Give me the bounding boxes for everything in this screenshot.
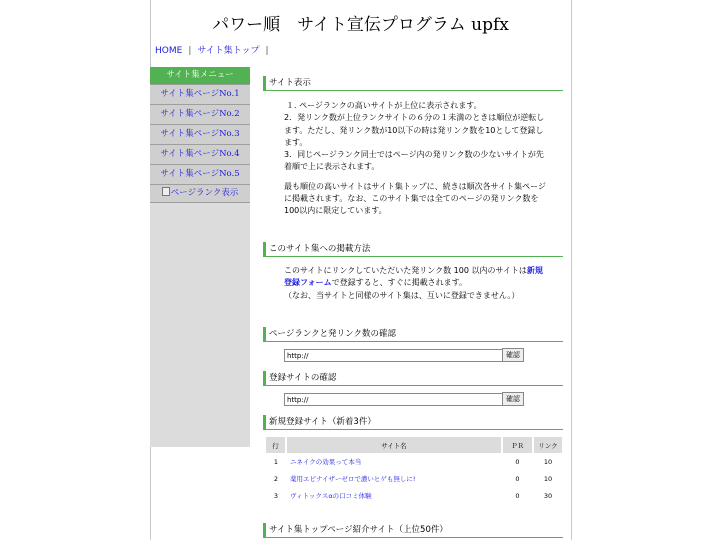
section-heading-top-sites: サイト集トップページ紹介サイト（上位50件）	[263, 523, 563, 538]
display-rules	[284, 100, 546, 218]
sidebar-heading: サイト集メニュー	[150, 67, 250, 85]
site-name-link[interactable]: ヴィトックスαの口コミ体験	[290, 492, 372, 500]
table-header-row	[266, 437, 563, 453]
section-heading-pagerank-check: ページランクと発リンク数の確認	[263, 327, 563, 342]
section-heading-registered-check: 登録サイトの確認	[263, 371, 563, 386]
column-header-pr: ＰＲ	[502, 437, 533, 453]
row-no: 3	[273, 491, 279, 500]
table-row	[266, 487, 563, 504]
column-header-name: サイト名	[286, 437, 502, 453]
nav-home-link[interactable]: HOME	[155, 46, 183, 56]
section-heading-new-sites: 新規登録サイト（新着3件）	[263, 415, 563, 430]
listing-note: （なお、当サイトと同様のサイト集は、互いに登録できません。）	[284, 290, 520, 300]
pagerank-check-button[interactable]: 確認	[502, 348, 524, 362]
pagerank-image-alt: ページランク表示	[170, 188, 239, 198]
pagerank-image-link[interactable]	[150, 185, 250, 203]
table-row	[266, 470, 563, 487]
row-pr: 0	[515, 457, 520, 466]
display-rule-1: １. ページランクの高いサイトが上位に表示されます。	[286, 101, 482, 110]
sidebar-item-page-4[interactable]: サイト集ページNo.4	[150, 145, 250, 165]
row-links: 30	[543, 491, 553, 500]
row-no: 1	[273, 457, 279, 466]
section-heading-listing: このサイト集への掲載方法	[263, 242, 563, 257]
listing-text-before: このサイトにリンクしていただいた発リンク数 100 以内のサイトは	[284, 266, 527, 275]
new-sites-table	[266, 437, 564, 504]
broken-image-icon	[162, 187, 170, 196]
listing-text-after: で登録すると、すぐに掲載されます。	[331, 278, 467, 288]
site-name-link[interactable]: 薬用エピナイザーゼロで濃いヒゲも無しに!	[290, 475, 416, 483]
column-header-no: 行	[266, 437, 286, 453]
sidebar-item-page-1[interactable]: サイト集ページNo.1	[150, 85, 250, 105]
sidebar-item-page-5[interactable]: サイト集ページNo.5	[150, 165, 250, 185]
section-heading-display: サイト表示	[263, 76, 563, 91]
registered-check-button[interactable]: 確認	[502, 392, 524, 406]
site-name-link[interactable]: ニネイクの効果って本当	[290, 458, 362, 466]
nav-separator: |	[188, 46, 192, 56]
sidebar	[150, 67, 250, 447]
display-rule-3: 3．同じページランク同士ではページ内の発リンク数の少ないサイトが先着順で上に表示されます。	[284, 150, 544, 172]
sidebar-item-page-2[interactable]: サイト集ページNo.2	[150, 105, 250, 125]
table-row	[266, 453, 563, 470]
row-links: 10	[543, 474, 553, 483]
listing-text	[284, 265, 546, 302]
registered-url-input[interactable]	[284, 393, 505, 406]
row-pr: 0	[515, 491, 520, 500]
display-rule-2: 2．発リンク数が上位ランクサイトの６分の１未満のときは順位が逆転します。ただし、発リンク数が10以下の時は発リンク数を10として登録します。	[284, 113, 545, 147]
row-links: 10	[543, 457, 553, 466]
registration-form-link[interactable]: 新規登録フォーム	[284, 266, 543, 288]
sidebar-item-page-3[interactable]: サイト集ページNo.3	[150, 125, 250, 145]
nav-separator: |	[265, 46, 269, 56]
row-pr: 0	[515, 474, 520, 483]
display-note: 最も順位の高いサイトはサイト集トップに、続きは順次各サイト集ページに掲載されます。なお、このサイト集では全てのページの発リンク数を100以内に限定しています。	[284, 181, 546, 216]
row-no: 2	[273, 474, 279, 483]
column-header-links: リンク	[533, 437, 563, 453]
breadcrumb-nav	[155, 43, 275, 56]
page-title: パワー順 サイト宣伝プログラム upfx	[212, 15, 509, 35]
nav-top-link[interactable]: サイト集トップ	[197, 46, 260, 56]
pagerank-url-input[interactable]	[284, 349, 505, 362]
